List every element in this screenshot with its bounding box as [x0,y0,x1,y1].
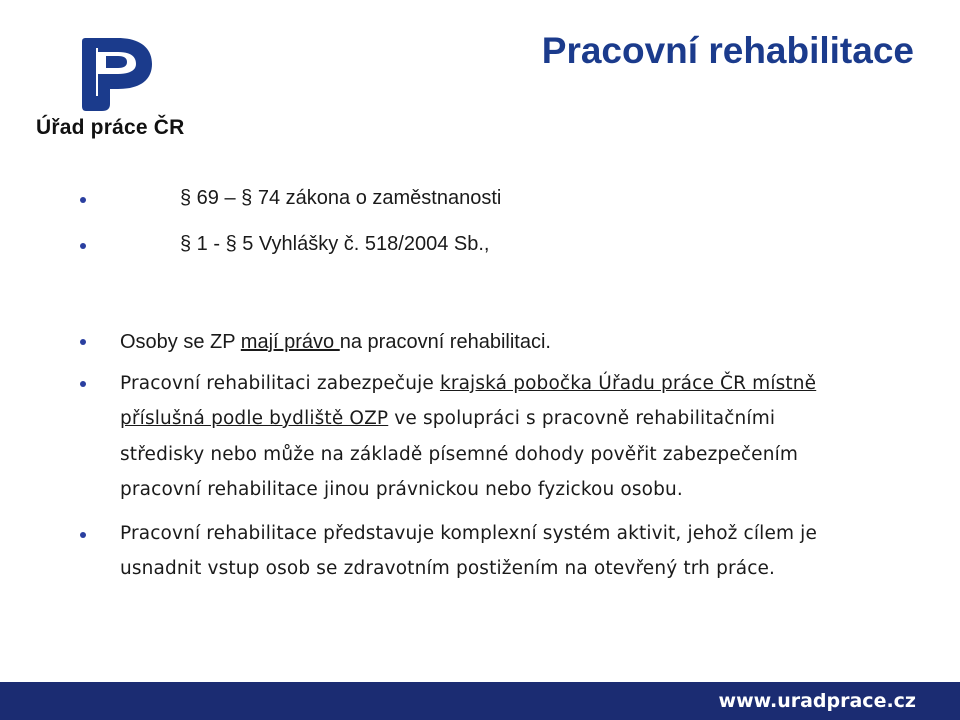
bullet-icon [80,339,86,345]
list-item: § 69 – § 74 zákona o zaměstnanosti [180,187,502,209]
underlined-text: mají právo [240,331,340,353]
list-item [120,331,551,354]
bullet-icon [80,243,86,249]
list-item: § 1 - § 5 Vyhlášky č. 518/2004 Sb., [180,233,490,255]
text-run: na pracovní rehabilitaci. [339,331,551,353]
underlined-text: krajská pobočka Úřadu práce ČR místně [439,373,817,394]
paragraph-line: usnadnit vstup osob se zdravotním postižením na otevřený trh práce. [120,558,776,579]
paragraph-line: středisky nebo může na základě písemné dohody pověřit zabezpečením [120,444,799,465]
footer-bar [0,682,960,720]
text-run: ve spolupráci s pracovně rehabilitačními [388,408,776,429]
text-run: Osoby se ZP [120,331,241,353]
urad-prace-logo-icon [80,34,156,112]
bullet-icon [80,197,86,203]
text-run: Pracovní rehabilitaci zabezpečuje [120,373,440,394]
logo [36,34,206,146]
bullet-icon [80,532,86,538]
paragraph-line: pracovní rehabilitace jinou právnickou nebo fyzickou osobu. [120,479,683,500]
bullet-icon [80,381,86,387]
website-link[interactable]: www.uradprace.cz [718,690,916,712]
page-title: Pracovní rehabilitace [541,30,914,71]
paragraph-line [120,408,775,429]
underlined-text: příslušná podle bydliště OZP [120,408,389,429]
logo-text: Úřad práce ČR [36,116,185,139]
paragraph-line [120,373,816,394]
paragraph-line: Pracovní rehabilitace představuje komplexní systém aktivit, jehož cílem je [120,523,818,544]
